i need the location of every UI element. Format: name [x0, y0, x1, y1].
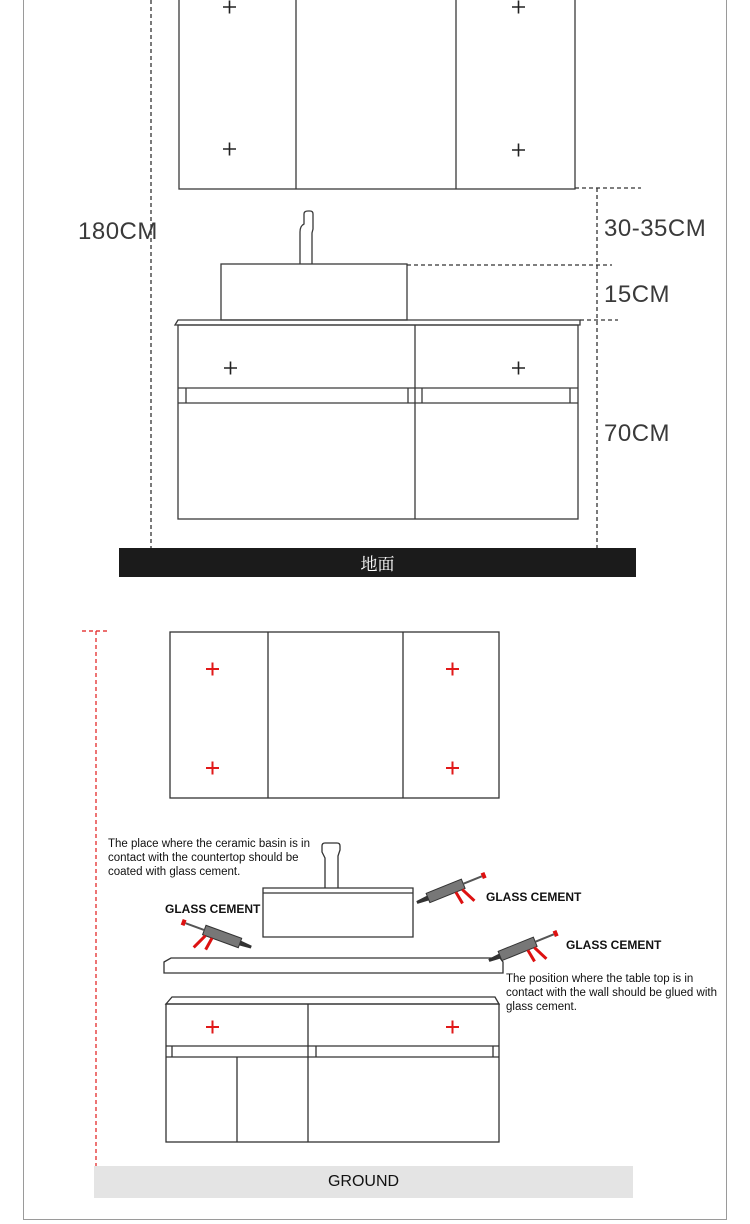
caulking-gun-icon	[415, 870, 493, 921]
dim-label-180cm: 180CM	[78, 218, 158, 245]
glass-cement-label-right: GLASS CEMENT	[486, 890, 582, 904]
dim-label-30-35cm: 30-35CM	[604, 215, 707, 242]
vanity-cabinet-2	[166, 997, 499, 1004]
faucet-2	[322, 843, 340, 888]
dim-label-15cm: 15CM	[604, 281, 671, 308]
floor-label: 地面	[119, 548, 636, 577]
wall-glass-cement-note: The position where the table top is in contact with the wall should be glued with glass cement.	[506, 973, 717, 1013]
glass-cement-label-lower-right: GLASS CEMENT	[566, 938, 662, 952]
countertop-2	[164, 958, 503, 973]
basin-glass-cement-note: The place where the ceramic basin is in contact with the countertop should be coated with glass cement.	[108, 838, 310, 878]
dim-label-70cm: 70CM	[604, 420, 671, 447]
mirror-cabinet-2	[170, 632, 499, 798]
basin-2	[263, 888, 413, 937]
glass-cement-label-left: GLASS CEMENT	[165, 902, 261, 916]
red-height-line	[82, 631, 110, 1166]
ground-label: GROUND	[94, 1166, 633, 1198]
